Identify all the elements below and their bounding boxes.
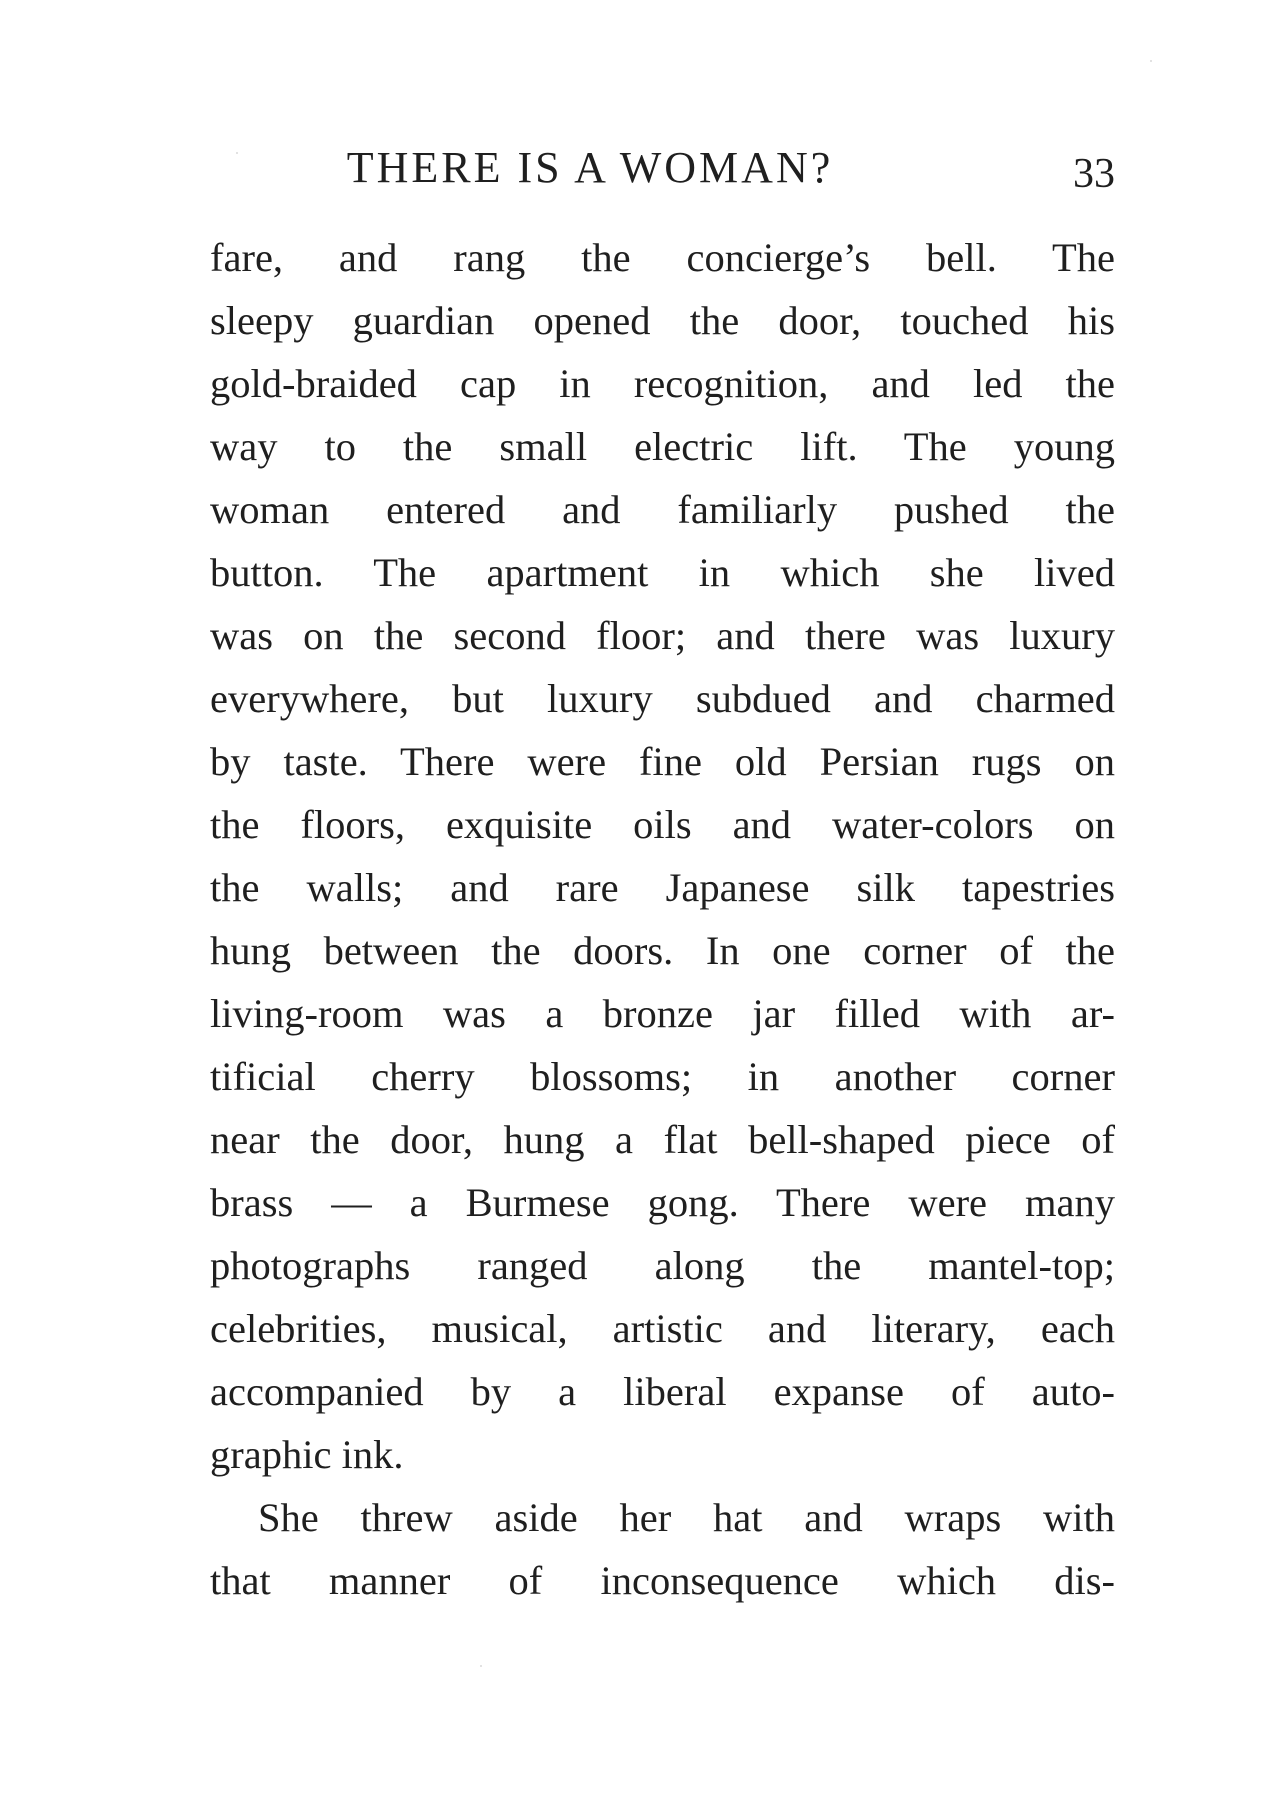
text-line: button. The apartment in which she lived <box>210 550 1115 595</box>
text-line: She threw aside her hat and wraps with <box>258 1495 1115 1540</box>
text-line: brass — a Burmese gong. There were many <box>210 1180 1115 1225</box>
text-line: the walls; and rare Japanese silk tapestries <box>210 865 1115 910</box>
text-line: the floors, exquisite oils and water-colors on <box>210 802 1115 847</box>
running-head <box>210 138 1115 198</box>
text-line: celebrities, musical, artistic and literary, each <box>210 1306 1115 1351</box>
text-line: near the door, hung a flat bell-shaped piece of <box>210 1117 1115 1162</box>
body-text <box>210 226 1115 1612</box>
paper-speck <box>480 1665 482 1667</box>
text-line: sleepy guardian opened the door, touched his <box>210 298 1115 343</box>
paper-speck <box>236 152 238 154</box>
text-line: fare, and rang the concierge’s bell. The <box>210 235 1115 280</box>
page-number: 33 <box>1073 151 1115 197</box>
text-line: was on the second floor; and there was luxury <box>210 613 1115 658</box>
text-line: hung between the doors. In one corner of the <box>210 928 1115 973</box>
text-line: graphic ink. <box>210 1432 404 1477</box>
text-line: woman entered and familiarly pushed the <box>210 487 1115 532</box>
text-line: photographs ranged along the mantel-top; <box>210 1243 1115 1288</box>
paper-speck <box>1150 60 1152 62</box>
text-line: that manner of inconsequence which dis- <box>210 1558 1115 1603</box>
text-line: everywhere, but luxury subdued and charmed <box>210 676 1115 721</box>
text-line: gold-braided cap in recognition, and led the <box>210 361 1115 406</box>
text-line: by taste. There were fine old Persian rugs on <box>210 739 1115 784</box>
running-title: THERE IS A WOMAN? <box>346 143 834 192</box>
text-line: accompanied by a liberal expanse of auto- <box>210 1369 1115 1414</box>
text-line: way to the small electric lift. The young <box>210 424 1115 469</box>
paragraph <box>210 226 1115 1486</box>
text-line: tificial cherry blossoms; in another corner <box>210 1054 1115 1099</box>
text-line: living-room was a bronze jar filled with ar- <box>210 991 1115 1036</box>
paragraph <box>210 1486 1115 1612</box>
